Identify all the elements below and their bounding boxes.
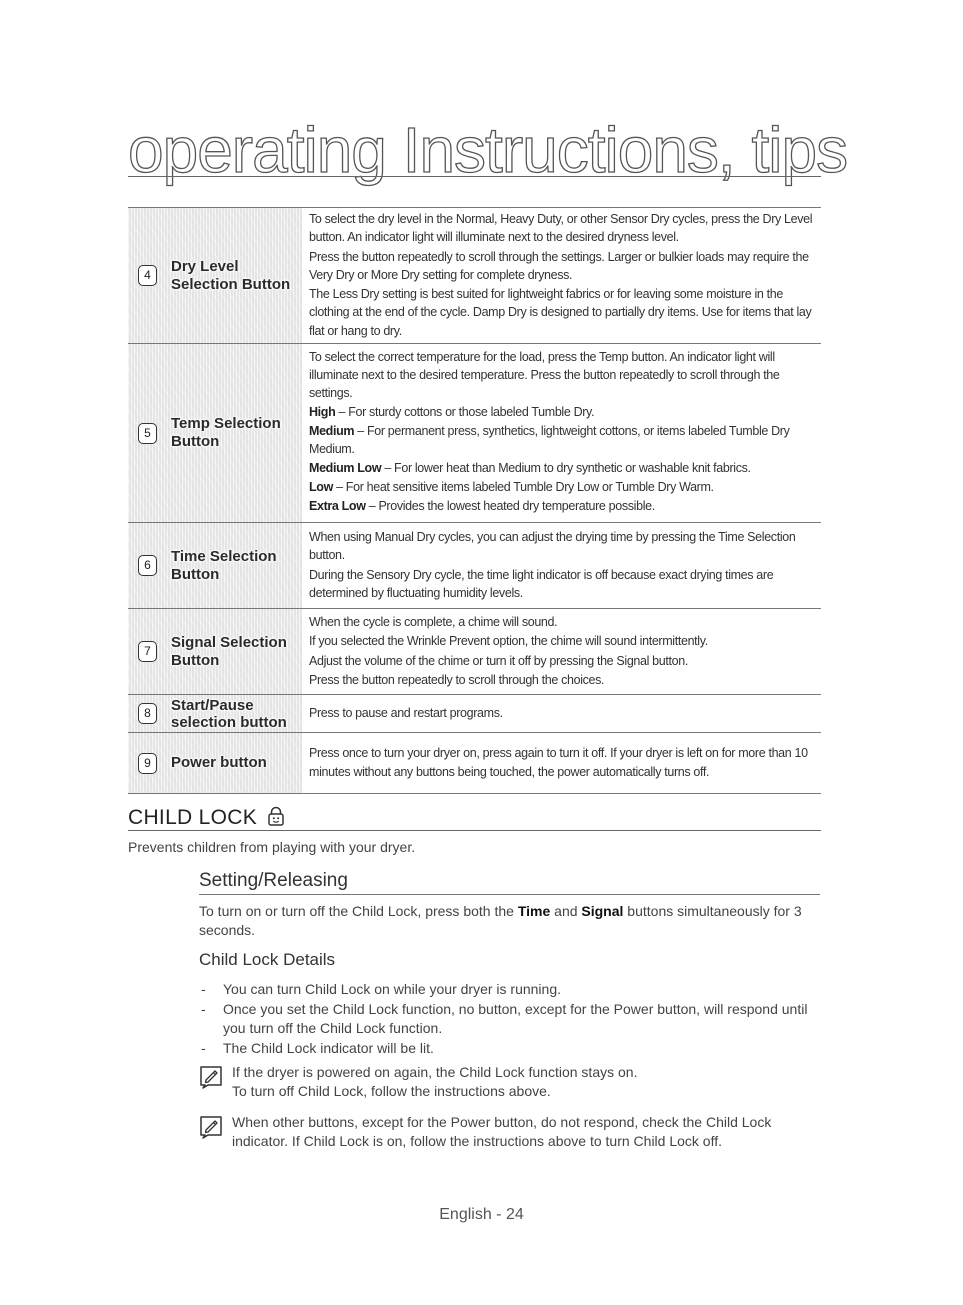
temp-item [309, 479, 817, 497]
control-label: Temp Selection Button [171, 415, 281, 450]
list-item [199, 1000, 824, 1037]
note-line: To turn off Child Lock, follow the instructions above. [232, 1082, 551, 1099]
note [199, 1113, 824, 1150]
time-term: Time [517, 903, 551, 919]
description-paragraph: Press the button repeatedly to scroll through the choices. [309, 672, 605, 687]
control-description [302, 609, 821, 694]
description-paragraph: If you selected the Wrinkle Prevent option, the chime will sound intermittently. [309, 634, 708, 649]
setting-releasing-text [199, 902, 824, 939]
control-label: Signal Selection Button [171, 633, 287, 669]
control-label-cell [128, 344, 302, 522]
control-description [302, 208, 821, 343]
description-paragraph: To select the correct temperature for the load, press the Temp button. An indicator light will illuminate next to the desired temperature. Press the button repeatedly to scroll through the settings. [309, 350, 780, 401]
description-paragraph: During the Sensory Dry cycle, the time light indicator is off because exact drying times are determined by fluctuating humidity levels. [309, 567, 774, 600]
control-number-badge: 7 [138, 641, 157, 662]
child-lock-icon [267, 806, 285, 831]
table-row [128, 523, 821, 609]
control-number-badge: 4 [138, 265, 157, 286]
temp-text: – Provides the lowest heated dry temperature possible. [365, 498, 655, 513]
description-paragraph: Press to pause and restart programs. [309, 705, 503, 720]
page-footer: English - 24 [439, 1206, 524, 1223]
note-pencil-icon [199, 1065, 223, 1089]
temp-item [309, 423, 817, 459]
control-label-cell [128, 208, 302, 343]
page-title: operating Instructions, tips [128, 114, 848, 186]
description-paragraph: Press the button repeatedly to scroll through the settings. Larger or bulkier loads may require the Very Dry or More Dry setting for complete dryness. [309, 249, 809, 282]
setting-text: and [550, 903, 582, 919]
note-text [232, 1113, 824, 1150]
child-lock-intro: Prevents children from playing with your dryer. [128, 839, 416, 855]
table-row [128, 344, 821, 523]
bullet-dash: - [201, 1039, 206, 1056]
setting-releasing-heading: Setting/Releasing [199, 870, 820, 895]
note-line: When other buttons, except for the Power button, do not respond, check the Child Lock indicator. If Child Lock is on, follow the instructions above to turn Child Lock off. [232, 1114, 772, 1149]
note [199, 1063, 824, 1100]
table-row [128, 733, 821, 794]
control-label-cell [128, 695, 302, 732]
list-item-text: You can turn Child Lock on while your dryer is running. [223, 981, 562, 997]
list-item [199, 980, 824, 999]
control-label: Time Selection Button [171, 547, 277, 583]
title-rule [128, 176, 821, 177]
child-lock-details-list [199, 980, 824, 1059]
temp-term: Medium [309, 424, 355, 439]
bullet-dash: - [201, 1001, 206, 1017]
temp-term: Low [309, 479, 333, 494]
list-item-text: Once you set the Child Lock function, no button, except for the Power button, will respond until you turn off the Child Lock function. [223, 1001, 808, 1036]
child-lock-heading [128, 806, 821, 831]
control-description [302, 695, 821, 732]
temp-item [309, 498, 817, 516]
description-paragraph: Adjust the volume of the chime or turn it off by pressing the Signal button. [309, 653, 688, 668]
description-paragraph: When using Manual Dry cycles, you can adjust the drying time by pressing the Time Selection button. [309, 530, 796, 563]
note-line: If the dryer is powered on again, the Child Lock function stays on. [232, 1064, 638, 1080]
table-row [128, 609, 821, 695]
description-paragraph: To select the dry level in the Normal, Heavy Duty, or other Sensor Dry cycles, press the Dry Level button. An indicator light will illuminate next to the desired dryness level. [309, 212, 813, 245]
control-description [302, 733, 821, 793]
control-number-badge: 6 [138, 555, 157, 576]
table-row [128, 695, 821, 733]
child-lock-details-heading: Child Lock Details [199, 950, 336, 969]
temp-text: – For permanent press, synthetics, lightweight cottons, or items labeled Tumble Dry Medium. [309, 424, 790, 456]
temp-text: – For heat sensitive items labeled Tumble Dry Low or Tumble Dry Warm. [332, 479, 714, 494]
bullet-dash: - [201, 981, 206, 997]
description-paragraph: Press once to turn your dryer on, press again to turn it off. If your dryer is left on for more than 10 minutes without any buttons being touched, the power automatically turns off. [309, 746, 808, 779]
temp-text: – For lower heat than Medium to dry synthetic or washable knit fabrics. [381, 460, 751, 475]
signal-term: Signal [581, 903, 624, 919]
control-label-cell [128, 523, 302, 608]
control-number-badge: 5 [138, 423, 157, 444]
temp-text: – For sturdy cottons or those labeled Tumble Dry. [335, 405, 595, 420]
temp-term: Extra Low [309, 498, 366, 513]
control-label: Start/Pause selection button [171, 696, 287, 731]
setting-text: buttons simultaneously for 3 seconds. [199, 903, 802, 938]
temp-item [309, 460, 817, 478]
control-label: Power button [171, 754, 267, 771]
note-text [232, 1063, 824, 1100]
temp-term: High [309, 405, 336, 420]
description-paragraph: The Less Dry setting is best suited for lightweight fabrics or for leaving some moisture in the clothing at the end of the cycle. Damp Dry is designed to partially dry items. Use for items that lay flat or hang to dry. [309, 287, 812, 338]
controls-table [128, 207, 821, 794]
note-pencil-icon [199, 1115, 223, 1139]
control-number-badge: 9 [138, 753, 157, 774]
description-paragraph: When the cycle is complete, a chime will sound. [309, 615, 558, 630]
temp-term: Medium Low [309, 460, 382, 475]
control-description [302, 523, 821, 608]
setting-text: To turn on or turn off the Child Lock, press both the [199, 903, 518, 919]
temp-item [309, 404, 817, 422]
control-description [302, 344, 821, 522]
list-item-text: The Child Lock indicator will be lit. [223, 1039, 434, 1056]
control-number-badge: 8 [138, 703, 157, 724]
control-label-cell [128, 733, 302, 793]
control-label-cell [128, 609, 302, 694]
list-item [199, 1039, 824, 1058]
child-lock-title: CHILD LOCK [128, 806, 258, 829]
table-row [128, 208, 821, 344]
control-label: Dry Level Selection Button [171, 257, 291, 293]
